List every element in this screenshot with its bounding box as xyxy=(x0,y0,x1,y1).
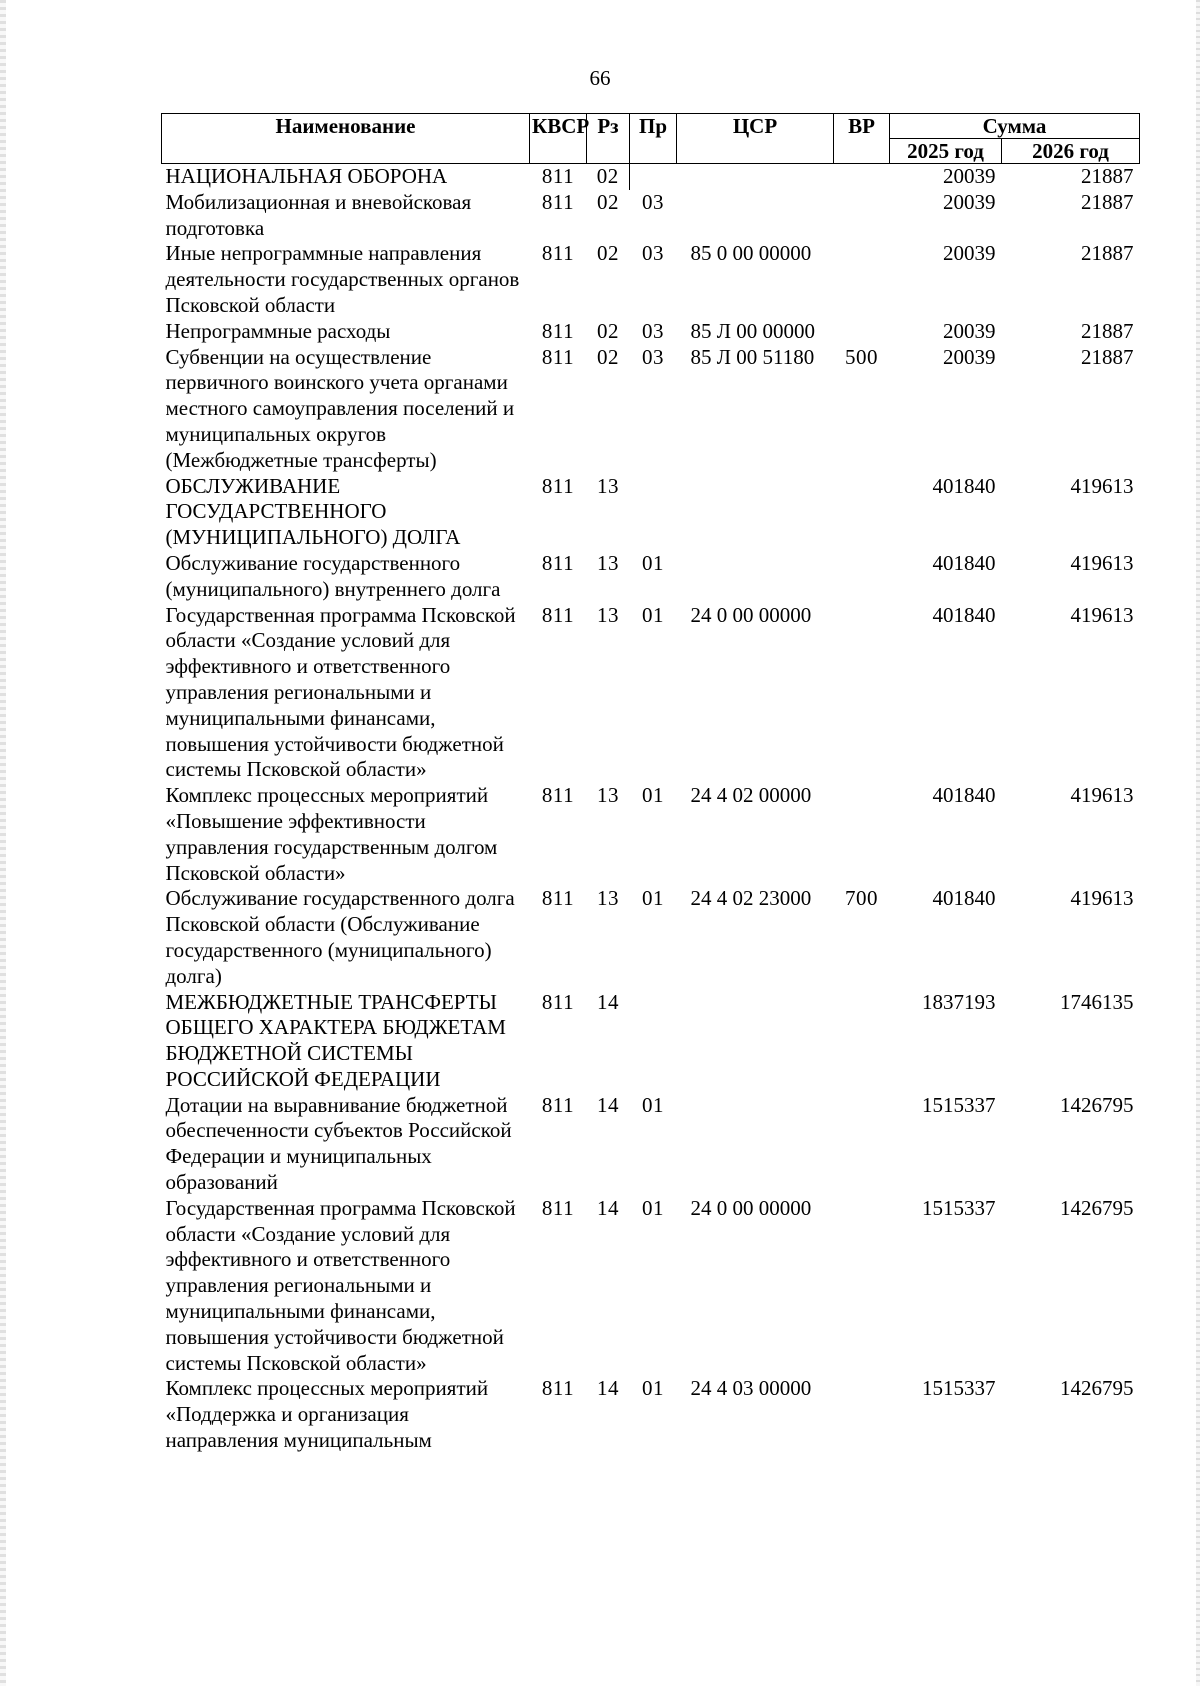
row-csr xyxy=(677,164,834,190)
header-vr: ВР xyxy=(834,114,890,164)
table-row xyxy=(162,783,1140,886)
budget-table xyxy=(161,113,1140,1454)
row-csr xyxy=(677,551,834,603)
row-sum-2025: 401840 xyxy=(932,783,996,808)
row-rz: 02 xyxy=(597,189,619,214)
row-kvsr: 811 xyxy=(541,886,575,911)
row-vr xyxy=(834,1093,890,1196)
row-csr: 24 4 02 00000 xyxy=(690,783,812,808)
row-pr: 03 xyxy=(642,344,664,369)
row-pr: 01 xyxy=(642,886,664,911)
row-name: ОБСЛУЖИВАНИЕ ГОСУДАРСТВЕННОГО (МУНИЦИПАЛЬНОГО) ДОЛГА xyxy=(165,473,461,550)
row-rz: 13 xyxy=(597,783,619,808)
row-pr: 03 xyxy=(642,189,664,214)
row-vr xyxy=(834,1376,890,1453)
header-pr: Пр xyxy=(630,114,677,164)
header-year-2026: 2026 год xyxy=(1002,139,1140,164)
table-row xyxy=(162,190,1140,242)
row-name: НАЦИОНАЛЬНАЯ ОБОРОНА xyxy=(162,164,530,190)
table-row xyxy=(162,1376,1140,1453)
table-row xyxy=(162,345,1140,474)
row-rz: 14 xyxy=(597,989,619,1014)
row-csr xyxy=(677,1093,834,1196)
row-sum-2026: 1426795 xyxy=(1060,1195,1134,1220)
row-sum-2026: 1746135 xyxy=(1060,989,1134,1014)
table-row xyxy=(162,241,1140,318)
row-rz: 02 xyxy=(597,318,619,343)
row-vr xyxy=(834,1196,890,1377)
row-sum-2025: 401840 xyxy=(932,886,996,911)
header-sum: Сумма xyxy=(890,114,1140,139)
row-csr: 24 0 00 00000 xyxy=(690,1195,812,1220)
row-kvsr: 811 xyxy=(541,1195,575,1220)
row-rz: 14 xyxy=(597,1376,619,1401)
row-rz: 02 xyxy=(597,241,619,266)
row-kvsr: 811 xyxy=(541,1092,575,1117)
row-pr xyxy=(630,474,677,551)
row-sum-2025: 1515337 xyxy=(922,1195,996,1220)
row-sum-2026: 419613 xyxy=(1070,602,1134,627)
row-rz: 14 xyxy=(597,1195,619,1220)
row-pr: 01 xyxy=(642,550,664,575)
row-name: Обслуживание государственного долга Псковской области (Обслуживание государственного (муниципального) долга) xyxy=(165,886,515,988)
table-row xyxy=(162,551,1140,603)
row-pr xyxy=(630,990,677,1093)
row-vr xyxy=(834,990,890,1093)
row-name: Государственная программа Псковской области «Создание условий для эффективного и ответственного управления региональными и муниципальными финансами, повышения устойчивости бюджетной системы Псковской области» xyxy=(165,1195,516,1375)
row-name: МЕЖБЮДЖЕТНЫЕ ТРАНСФЕРТЫ ОБЩЕГО ХАРАКТЕРА БЮДЖЕТАМ БЮДЖЕТНОЙ СИСТЕМЫ РОССИЙСКОЙ ФЕДЕРАЦИИ xyxy=(165,989,506,1091)
row-csr: 85 Л 00 51180 xyxy=(690,344,815,369)
row-sum-2026: 21887 xyxy=(1081,344,1134,369)
row-rz: 14 xyxy=(597,1092,619,1117)
table-body xyxy=(162,164,1140,1454)
row-name: Мобилизационная и вневойсковая подготовка xyxy=(165,189,472,240)
row-kvsr: 811 xyxy=(530,164,587,190)
row-sum-2025: 401840 xyxy=(932,473,996,498)
row-sum-2025: 20039 xyxy=(890,164,1002,190)
row-csr xyxy=(677,990,834,1093)
row-sum-2026: 419613 xyxy=(1070,473,1134,498)
row-name: Комплекс процессных мероприятий «Повышение эффективности управления государственным долгом Псковской области» xyxy=(165,783,498,885)
row-kvsr: 811 xyxy=(541,344,575,369)
header-year-2025: 2025 год xyxy=(890,139,1002,164)
row-vr xyxy=(834,319,890,345)
row-sum-2026: 21887 xyxy=(1081,318,1134,343)
row-kvsr: 811 xyxy=(541,602,575,627)
row-kvsr: 811 xyxy=(541,241,575,266)
row-csr xyxy=(677,474,834,551)
row-name: Комплекс процессных мероприятий «Поддержка и организация направления муниципальным xyxy=(165,1376,489,1453)
row-csr: 24 4 02 23000 xyxy=(690,886,812,911)
row-vr: 700 xyxy=(845,886,878,911)
row-pr: 01 xyxy=(642,1376,664,1401)
row-pr: 01 xyxy=(642,1195,664,1220)
row-rz: 13 xyxy=(597,550,619,575)
row-name: Непрограммные расходы xyxy=(165,318,391,343)
row-sum-2026: 21887 xyxy=(1002,164,1140,190)
table-row xyxy=(162,474,1140,551)
header-name: Наименование xyxy=(162,114,530,164)
scan-edge-left xyxy=(0,0,6,1686)
table-row xyxy=(162,1196,1140,1377)
table-row xyxy=(162,164,1140,190)
row-sum-2025: 401840 xyxy=(932,550,996,575)
page-number: 66 xyxy=(589,66,611,90)
row-sum-2026: 419613 xyxy=(1070,886,1134,911)
row-sum-2026: 21887 xyxy=(1081,241,1134,266)
header-rz: Рз xyxy=(587,114,630,164)
table-row xyxy=(162,1093,1140,1196)
row-sum-2025: 1837193 xyxy=(922,989,996,1014)
row-rz: 13 xyxy=(597,886,619,911)
row-sum-2025: 401840 xyxy=(932,602,996,627)
row-name: Государственная программа Псковской области «Создание условий для эффективного и ответственного управления региональными и муниципальными финансами, повышения устойчивости бюджетной системы Псковской области» xyxy=(165,602,516,782)
row-pr: 03 xyxy=(642,318,664,343)
row-sum-2026: 1426795 xyxy=(1060,1376,1134,1401)
row-sum-2025: 20039 xyxy=(943,318,996,343)
header-kvsr: КВСР xyxy=(530,114,587,164)
row-sum-2025: 20039 xyxy=(943,189,996,214)
header-csr: ЦСР xyxy=(677,114,834,164)
scan-edge-right xyxy=(1196,0,1200,1686)
row-rz: 13 xyxy=(597,602,619,627)
row-vr xyxy=(834,551,890,603)
row-vr xyxy=(834,164,890,190)
row-sum-2026: 21887 xyxy=(1081,189,1134,214)
row-pr: 03 xyxy=(642,241,664,266)
row-vr xyxy=(834,783,890,886)
table-row xyxy=(162,886,1140,989)
row-rz: 02 xyxy=(597,344,619,369)
row-csr: 85 0 00 00000 xyxy=(690,241,812,266)
row-pr: 01 xyxy=(642,1092,664,1117)
row-csr: 24 4 03 00000 xyxy=(690,1376,812,1401)
row-kvsr: 811 xyxy=(541,1376,575,1401)
row-vr xyxy=(834,190,890,242)
table-row xyxy=(162,603,1140,784)
row-kvsr: 811 xyxy=(541,189,575,214)
row-name: Иные непрограммные направления деятельности государственных органов Псковской области xyxy=(165,241,520,317)
row-kvsr: 811 xyxy=(541,550,575,575)
row-rz: 02 xyxy=(587,164,630,190)
row-sum-2026: 419613 xyxy=(1070,783,1134,808)
row-vr xyxy=(834,603,890,784)
row-name: Субвенции на осуществление первичного воинского учета органами местного самоуправления поселений и муниципальных округов (Межбюджетные трансферты) xyxy=(165,344,515,472)
row-sum-2025: 20039 xyxy=(943,241,996,266)
row-name: Дотации на выравнивание бюджетной обеспеченности субъектов Российской Федерации и муниципальных образований xyxy=(165,1092,512,1195)
row-vr xyxy=(834,241,890,318)
row-csr xyxy=(677,190,834,242)
row-kvsr: 811 xyxy=(541,989,575,1014)
row-kvsr: 811 xyxy=(541,473,575,498)
row-kvsr: 811 xyxy=(541,318,575,343)
row-name: Обслуживание государственного (муниципального) внутреннего долга xyxy=(165,550,501,601)
row-sum-2026: 1426795 xyxy=(1060,1092,1134,1117)
row-kvsr: 811 xyxy=(541,783,575,808)
row-sum-2025: 20039 xyxy=(943,344,996,369)
row-sum-2025: 1515337 xyxy=(922,1092,996,1117)
table-row xyxy=(162,319,1140,345)
row-rz: 13 xyxy=(597,473,619,498)
table-header xyxy=(162,114,1140,164)
row-csr: 24 0 00 00000 xyxy=(690,602,812,627)
row-csr: 85 Л 00 00000 xyxy=(690,318,815,343)
row-pr: 01 xyxy=(642,602,664,627)
table-row xyxy=(162,990,1140,1093)
row-vr: 500 xyxy=(845,344,878,369)
row-pr xyxy=(630,164,677,190)
row-pr: 01 xyxy=(642,783,664,808)
row-sum-2026: 419613 xyxy=(1070,550,1134,575)
row-vr xyxy=(834,474,890,551)
row-sum-2025: 1515337 xyxy=(922,1376,996,1401)
